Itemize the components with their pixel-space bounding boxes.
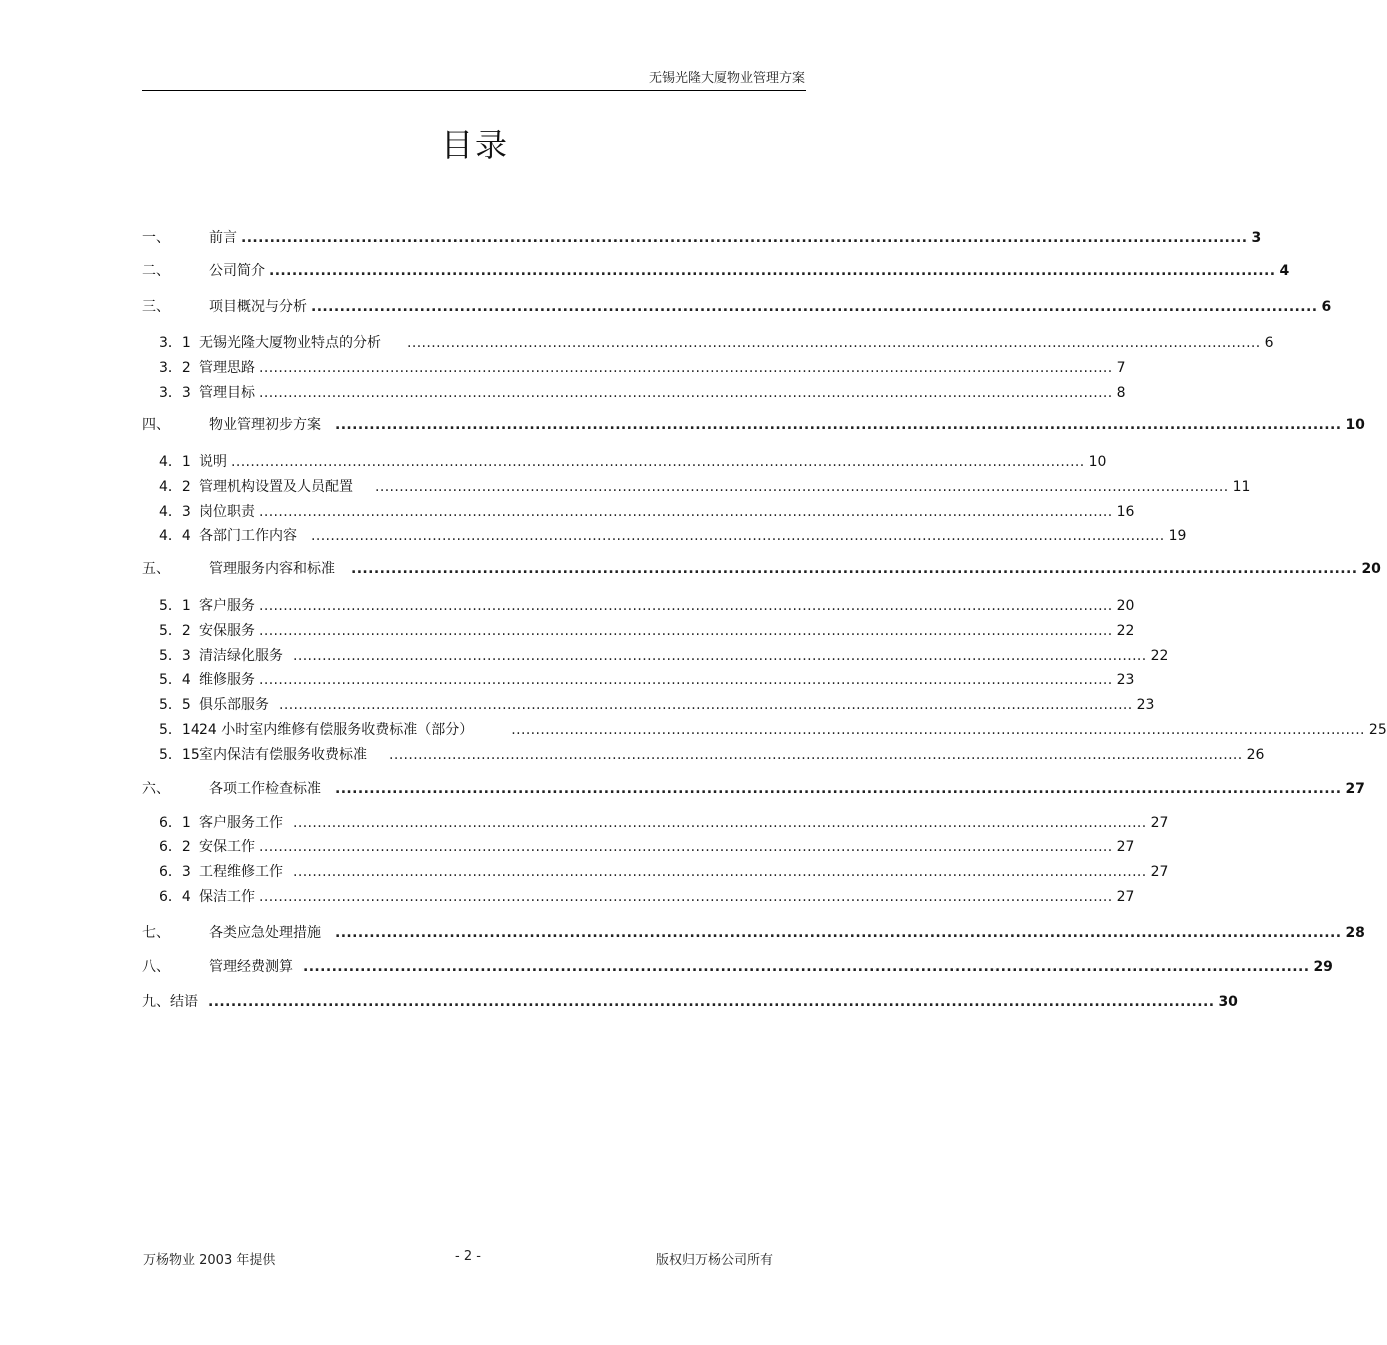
toc-entry-6-1[interactable] [142, 814, 1169, 832]
toc-entry-number: 6．2 [159, 839, 191, 855]
toc-entry-number: 6．4 [159, 889, 191, 905]
dot-leader: ................................................................................................................................................................................ [375, 479, 1229, 495]
toc-entry-preface[interactable] [142, 229, 1262, 247]
toc-entry-number: 4．2 [159, 479, 191, 495]
toc-entry-page: 11 [1232, 479, 1251, 495]
footer-page-number: - 2 - [455, 1249, 481, 1264]
toc-entry-number: 3．2 [159, 360, 191, 376]
dot-leader: ................................................................................................................................................................................ [279, 697, 1133, 713]
toc-entry-label: 24 小时室内维修有偿服务收费标准（部分） [199, 722, 474, 738]
toc-entry-page: 25 [1368, 722, 1387, 738]
toc-entry-6-3[interactable] [142, 863, 1169, 881]
dot-leader: ................................................................................................................................................................................ [311, 299, 1318, 315]
toc-entry-4-3[interactable] [142, 503, 1135, 521]
toc-entry-3-3[interactable] [142, 384, 1126, 402]
toc-entry-management-plan[interactable] [142, 416, 1365, 434]
toc-entry-number: 5．5 [159, 697, 191, 713]
toc-entry-number: 3．1 [159, 335, 191, 351]
toc-entry-emergency-measures[interactable] [142, 924, 1365, 942]
toc-entry-number: 5．3 [159, 648, 191, 664]
toc-entry-page: 27 [1116, 889, 1135, 905]
toc-entry-label: 管理机构设置及人员配置 [199, 479, 353, 495]
toc-entry-5-5[interactable] [142, 696, 1155, 714]
toc-entry-page: 30 [1218, 994, 1238, 1010]
toc-entry-number: 5．14 [159, 722, 200, 738]
toc-entry-page: 23 [1136, 697, 1155, 713]
toc-entry-label: 工程维修工作 [199, 864, 283, 880]
toc-entry-label: 安保服务 [199, 623, 255, 639]
dot-leader: ................................................................................................................................................................................ [303, 959, 1310, 975]
toc-entry-label: 管理经费测算 [209, 959, 293, 975]
toc-entry-page: 10 [1088, 454, 1107, 470]
toc-entry-page: 27 [1345, 781, 1365, 797]
dot-leader: ................................................................................................................................................................................ [269, 263, 1276, 279]
toc-entry-number: 6．1 [159, 815, 191, 831]
page-title: 目录 [440, 126, 509, 164]
header-rule [142, 90, 806, 91]
toc-entry-label: 各类应急处理措施 [209, 925, 321, 941]
toc-entry-label: 管理服务内容和标准 [209, 561, 335, 577]
footer-copyright: 版权归万杨公司所有 [656, 1253, 774, 1268]
toc-entry-5-14[interactable] [142, 721, 1387, 739]
dot-leader: ................................................................................................................................................................................ [231, 454, 1085, 470]
toc-entry-label: 管理思路 [199, 360, 255, 376]
toc-entry-number: 4．1 [159, 454, 191, 470]
footer-provider: 万杨物业 2003 年提供 [143, 1253, 276, 1268]
toc-entry-label: 物业管理初步方案 [209, 417, 321, 433]
toc-entry-label: 各部门工作内容 [199, 528, 297, 544]
toc-entry-label: 俱乐部服务 [199, 697, 269, 713]
dot-leader: ................................................................................................................................................................................ [259, 839, 1113, 855]
toc-entry-page: 8 [1116, 385, 1126, 401]
toc-entry-number: 六、 [142, 781, 170, 797]
toc-entry-number: 三、 [142, 299, 170, 315]
toc-entry-3-2[interactable] [142, 359, 1126, 377]
toc-entry-page: 7 [1116, 360, 1126, 376]
toc-entry-label: 岗位职责 [199, 504, 255, 520]
toc-entry-4-4[interactable] [142, 527, 1187, 545]
toc-entry-page: 26 [1246, 747, 1265, 763]
toc-entry-label: 安保工作 [199, 839, 255, 855]
toc-entry-budget-estimate[interactable] [142, 958, 1333, 976]
toc-entry-number: 四、 [142, 417, 170, 433]
dot-leader: ................................................................................................................................................................................ [259, 385, 1113, 401]
dot-leader: ................................................................................................................................................................................ [259, 889, 1113, 905]
toc-entry-label: 结语 [170, 994, 198, 1010]
toc-entry-number: 5．1 [159, 598, 191, 614]
dot-leader: ................................................................................................................................................................................ [241, 230, 1248, 246]
toc-entry-label: 室内保洁有偿服务收费标准 [199, 747, 367, 763]
toc-entry-page: 4 [1279, 263, 1290, 279]
toc-entry-number: 一、 [142, 230, 170, 246]
toc-entry-label: 维修服务 [199, 672, 255, 688]
toc-entry-5-2[interactable] [142, 622, 1135, 640]
toc-entry-page: 22 [1150, 648, 1169, 664]
dot-leader: ................................................................................................................................................................................ [407, 335, 1261, 351]
toc-entry-number: 4．4 [159, 528, 191, 544]
toc-entry-number: 5．4 [159, 672, 191, 688]
dot-leader: ................................................................................................................................................................................ [389, 747, 1243, 763]
toc-entry-page: 27 [1150, 864, 1169, 880]
toc-entry-number: 6．3 [159, 864, 191, 880]
dot-leader: ................................................................................................................................................................................ [293, 864, 1147, 880]
toc-entry-label: 公司简介 [209, 263, 265, 279]
running-header: 无锡光隆大厦物业管理方案 [648, 71, 805, 86]
toc-entry-label: 前言 [209, 230, 237, 246]
toc-entry-4-1[interactable] [142, 453, 1107, 471]
toc-entry-number: 九、 [142, 994, 170, 1010]
toc-entry-page: 22 [1116, 623, 1135, 639]
dot-leader: ................................................................................................................................................................................ [351, 561, 1358, 577]
toc-entry-page: 16 [1116, 504, 1135, 520]
toc-entry-page: 23 [1116, 672, 1135, 688]
toc-entry-3-1[interactable] [142, 334, 1274, 352]
toc-entry-label: 清洁绿化服务 [199, 648, 283, 664]
toc-entry-number: 5．15 [159, 747, 200, 763]
toc-entry-page: 10 [1345, 417, 1365, 433]
toc-entry-page: 20 [1116, 598, 1135, 614]
toc-entry-company-profile[interactable] [142, 262, 1290, 280]
dot-leader: ................................................................................................................................................................................ [293, 815, 1147, 831]
toc-entry-page: 6 [1264, 335, 1274, 351]
toc-entry-number: 五、 [142, 561, 170, 577]
toc-entry-6-4[interactable] [142, 888, 1135, 906]
dot-leader: ................................................................................................................................................................................ [311, 528, 1165, 544]
dot-leader: ................................................................................................................................................................................ [335, 781, 1342, 797]
toc-entry-page: 3 [1251, 230, 1262, 246]
toc-entry-page: 28 [1345, 925, 1365, 941]
dot-leader: ................................................................................................................................................................................ [259, 360, 1113, 376]
toc-entry-label: 无锡光隆大厦物业特点的分析 [199, 335, 381, 351]
toc-entry-conclusion[interactable] [142, 993, 1238, 1011]
toc-entry-page: 27 [1116, 839, 1135, 855]
toc-entry-label: 项目概况与分析 [209, 299, 307, 315]
dot-leader: ................................................................................................................................................................................ [208, 994, 1215, 1010]
toc-entry-number: 二、 [142, 263, 170, 279]
toc-entry-label: 保洁工作 [199, 889, 255, 905]
toc-entry-label: 管理目标 [199, 385, 255, 401]
toc-entry-number: 3．3 [159, 385, 191, 401]
toc-entry-5-4[interactable] [142, 671, 1135, 689]
dot-leader: ................................................................................................................................................................................ [259, 672, 1113, 688]
toc-entry-4-2[interactable] [142, 478, 1251, 496]
dot-leader: ................................................................................................................................................................................ [511, 722, 1365, 738]
toc-entry-number: 七、 [142, 925, 170, 941]
dot-leader: ................................................................................................................................................................................ [335, 417, 1342, 433]
toc-entry-5-15[interactable] [142, 746, 1265, 764]
dot-leader: ................................................................................................................................................................................ [335, 925, 1342, 941]
toc-entry-page: 27 [1150, 815, 1169, 831]
toc-entry-label: 客户服务 [199, 598, 255, 614]
toc-entry-inspection-standards[interactable] [142, 780, 1365, 798]
toc-entry-number: 4．3 [159, 504, 191, 520]
toc-entry-page: 6 [1321, 299, 1332, 315]
dot-leader: ................................................................................................................................................................................ [259, 598, 1113, 614]
toc-entry-page: 29 [1313, 959, 1333, 975]
toc-entry-page: 20 [1361, 561, 1381, 577]
toc-entry-label: 各项工作检查标准 [209, 781, 321, 797]
toc-entry-label: 客户服务工作 [199, 815, 283, 831]
toc-entry-6-2[interactable] [142, 838, 1135, 856]
toc-entry-label: 说明 [199, 454, 227, 470]
toc-entry-number: 5．2 [159, 623, 191, 639]
toc-entry-5-3[interactable] [142, 647, 1169, 665]
dot-leader: ................................................................................................................................................................................ [259, 623, 1113, 639]
toc-entry-number: 八、 [142, 959, 170, 975]
dot-leader: ................................................................................................................................................................................ [293, 648, 1147, 664]
dot-leader: ................................................................................................................................................................................ [259, 504, 1113, 520]
toc-entry-page: 19 [1168, 528, 1187, 544]
toc-entry-project-overview[interactable] [142, 298, 1332, 316]
toc-entry-5-1[interactable] [142, 597, 1135, 615]
toc-entry-service-standards[interactable] [142, 560, 1381, 578]
